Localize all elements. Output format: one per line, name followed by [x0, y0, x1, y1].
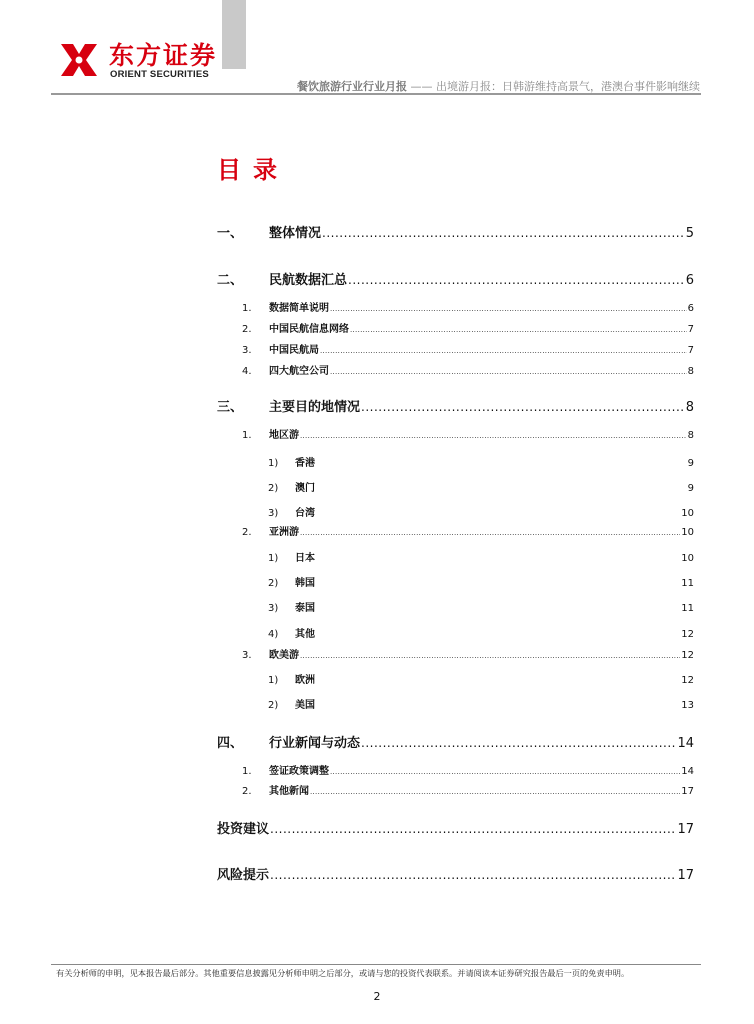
footer-divider: [51, 964, 701, 965]
toc-entry-number: 3): [268, 603, 279, 614]
toc-entry-page: 17: [677, 868, 694, 883]
toc-entry-label: 投资建议: [217, 822, 270, 837]
toc-entry-label: 韩国: [295, 578, 315, 589]
toc-entry-label: 其他新闻: [269, 786, 309, 797]
toc-entry-label: 民航数据汇总: [269, 273, 348, 288]
toc-entry[interactable]: [217, 864, 694, 882]
toc-dot-leader: [322, 226, 685, 240]
toc-entry-page: 12: [681, 629, 694, 640]
toc-entry-page: 7: [687, 345, 694, 356]
toc-entry-number: 4.: [242, 366, 252, 377]
toc-entry[interactable]: [242, 523, 694, 541]
toc-entry[interactable]: [242, 299, 694, 317]
toc-entry-number: 1): [268, 553, 279, 564]
toc-entry-label: 香港: [295, 458, 315, 469]
toc-entry-page: 14: [677, 736, 694, 751]
toc-entry-number: 1): [268, 458, 279, 469]
toc-entry-label: 台湾: [295, 508, 315, 519]
toc-dot-leader: [330, 305, 687, 313]
toc-entry-label: 澳门: [295, 483, 315, 494]
toc-entry-number: 1.: [242, 430, 252, 441]
toc-entry[interactable]: [217, 732, 694, 750]
toc-entry-number: 3.: [242, 345, 252, 356]
toc-entry[interactable]: [268, 504, 694, 522]
logo-english-text: ORIENT SECURITIES: [110, 69, 209, 80]
toc-entry[interactable]: [268, 671, 694, 689]
toc-entry-label: 风险提示: [217, 868, 270, 883]
toc-entry-page: 17: [677, 822, 694, 837]
toc-entry-label: 签证政策调整: [269, 766, 329, 777]
toc-entry[interactable]: [268, 549, 694, 567]
report-header: [0, 78, 700, 94]
toc-entry[interactable]: [268, 696, 694, 714]
toc-entry-page: 9: [687, 483, 694, 494]
report-category: 餐饮旅游行业行业月报: [297, 80, 407, 93]
toc-entry-number: 四、: [217, 736, 244, 751]
toc-entry[interactable]: [268, 574, 694, 592]
toc-entry-page: 7: [687, 324, 694, 335]
toc-dot-leader: [300, 529, 680, 537]
toc-entry[interactable]: [217, 222, 694, 240]
toc-entry-page: 5: [685, 226, 694, 241]
toc-entry[interactable]: [268, 479, 694, 497]
toc-dot-leader: [348, 273, 685, 287]
toc-entry-label: 四大航空公司: [269, 366, 329, 377]
toc-dot-leader: [330, 768, 680, 776]
toc-entry-number: 2.: [242, 527, 252, 538]
toc-entry-number: 2): [268, 578, 279, 589]
toc-entry-label: 数据简单说明: [269, 303, 329, 314]
toc-entry-label: 中国民航局: [269, 345, 319, 356]
toc-entry-page: 9: [687, 458, 694, 469]
toc-entry-label: 其他: [295, 629, 315, 640]
toc-entry-label: 中国民航信息网络: [269, 324, 349, 335]
toc-entry-page: 12: [681, 650, 694, 661]
toc-entry-number: 3.: [242, 650, 252, 661]
toc-entry-number: 3): [268, 508, 279, 519]
toc-entry-label: 泰国: [295, 603, 315, 614]
toc-entry-number: 2.: [242, 786, 252, 797]
toc-dot-leader: [270, 822, 676, 836]
toc-dot-leader: [320, 347, 687, 355]
toc-entry-page: 10: [681, 553, 694, 564]
toc-entry-page: 8: [687, 430, 694, 441]
toc-entry-label: 整体情况: [269, 226, 322, 241]
toc-entry[interactable]: [242, 426, 694, 444]
toc-title: 目录: [217, 156, 289, 184]
toc-entry-label: 欧洲: [295, 675, 315, 686]
page-number: 2: [373, 990, 381, 1003]
toc-entry[interactable]: [242, 646, 694, 664]
toc-entry-page: 6: [685, 273, 694, 288]
toc-entry-page: 6: [687, 303, 694, 314]
toc-entry-number: 4): [268, 629, 279, 640]
toc-entry-label: 行业新闻与动态: [269, 736, 361, 751]
toc-entry-label: 日本: [295, 553, 315, 564]
report-subtitle: —— 出境游月报：日韩游维持高景气，港澳台事件影响继续: [410, 80, 700, 93]
toc-entry-page: 8: [685, 400, 694, 415]
toc-entry-page: 17: [681, 786, 694, 797]
header-accent-bar: [222, 0, 246, 69]
toc-dot-leader: [300, 652, 680, 660]
toc-entry-number: 1): [268, 675, 279, 686]
toc-entry-page: 14: [681, 766, 694, 777]
toc-entry[interactable]: [268, 599, 694, 617]
logo-chinese-text: 东方证券: [109, 41, 218, 70]
toc-entry-label: 美国: [295, 700, 315, 711]
toc-entry[interactable]: [268, 454, 694, 472]
toc-entry[interactable]: [242, 782, 694, 800]
toc-entry-page: 13: [681, 700, 694, 711]
toc-entry-page: 10: [681, 527, 694, 538]
toc-dot-leader: [361, 736, 676, 750]
toc-entry-page: 11: [681, 578, 694, 589]
toc-entry[interactable]: [217, 269, 694, 287]
toc-entry-label: 欧美游: [269, 650, 299, 661]
footer-disclaimer: 有关分析师的申明，见本报告最后部分。其他重要信息披露见分析师申明之后部分，或请与您的投资代表联系。并请阅读本证券研究报告最后一页的免责申明。: [56, 968, 630, 978]
toc-entry-number: 2.: [242, 324, 252, 335]
logo-mark-icon: [57, 38, 101, 82]
toc-entry-number: 三、: [217, 400, 244, 415]
header-divider: [51, 93, 701, 95]
toc-entry-page: 11: [681, 603, 694, 614]
toc-dot-leader: [350, 326, 687, 334]
toc-entry[interactable]: [242, 341, 694, 359]
toc-entry-label: 亚洲游: [269, 527, 299, 538]
toc-entry[interactable]: [242, 362, 694, 380]
toc-entry-number: 二、: [217, 273, 244, 288]
toc-entry[interactable]: [217, 396, 694, 414]
toc-entry[interactable]: [242, 320, 694, 338]
toc-entry-page: 8: [687, 366, 694, 377]
toc-entry-label: 地区游: [269, 430, 299, 441]
toc-entry-label: 主要目的地情况: [269, 400, 361, 415]
toc-entry-page: 10: [681, 508, 694, 519]
toc-entry-number: 一、: [217, 226, 244, 241]
toc-dot-leader: [270, 868, 676, 882]
toc-entry[interactable]: [217, 818, 694, 836]
toc-dot-leader: [300, 432, 687, 440]
toc-dot-leader: [330, 368, 687, 376]
toc-entry[interactable]: [242, 762, 694, 780]
toc-entry-number: 2): [268, 483, 279, 494]
toc-entry-number: 2): [268, 700, 279, 711]
toc-entry-number: 1.: [242, 303, 252, 314]
toc-entry[interactable]: [268, 625, 694, 643]
toc-entry-number: 1.: [242, 766, 252, 777]
toc-dot-leader: [310, 788, 680, 796]
toc-entry-page: 12: [681, 675, 694, 686]
toc-dot-leader: [361, 400, 685, 414]
